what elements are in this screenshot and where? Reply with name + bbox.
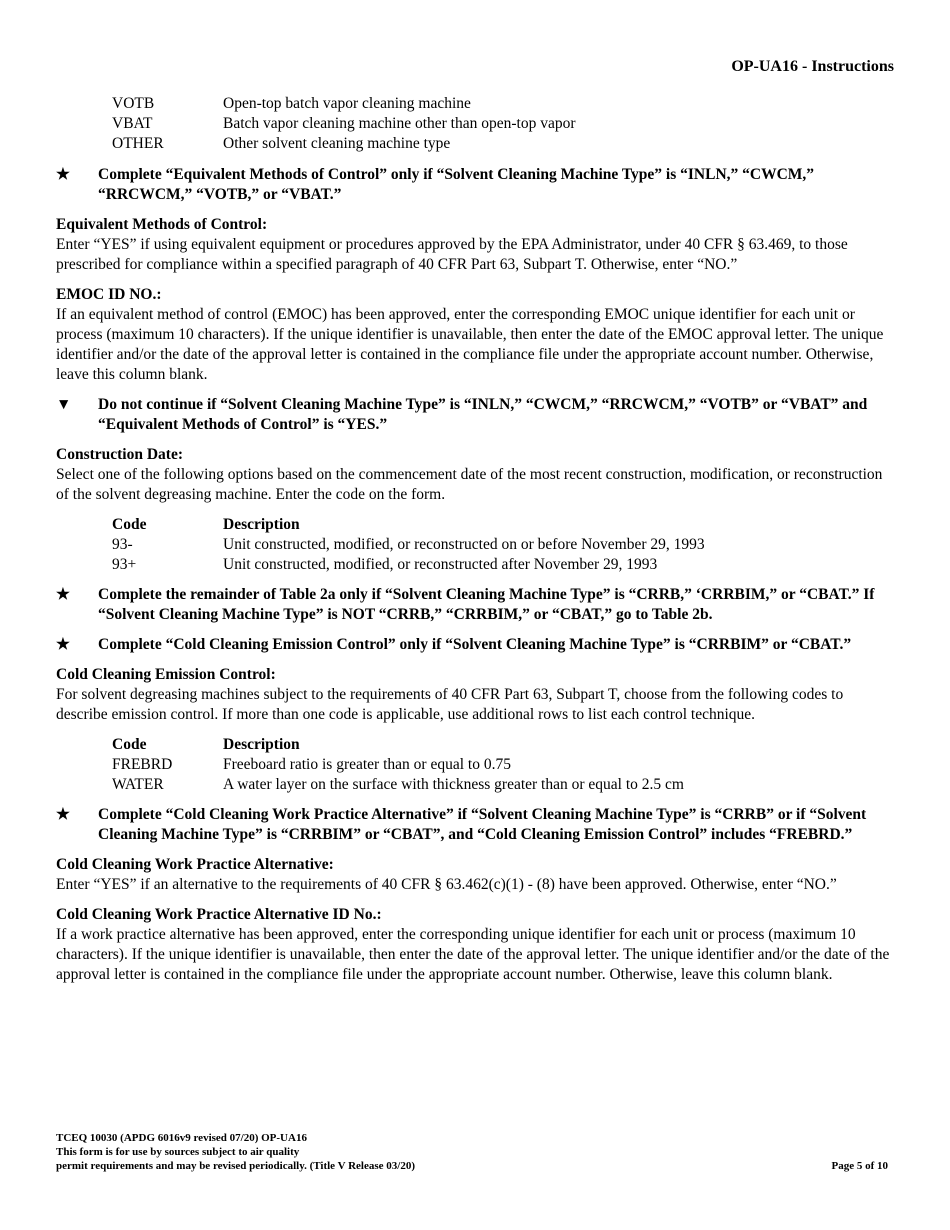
column-header-code: Code: [112, 736, 147, 753]
footer-form-id: TCEQ 10030 (APDG 6016v9 revised 07/20) OP-UA16: [56, 1132, 307, 1144]
machine-type-table: [112, 94, 896, 154]
column-header-code: Code: [112, 516, 147, 533]
section-body: Enter “YES” if an alternative to the requirements of 40 CFR § 63.462(c)(1) - (8) have been approved. Otherwise, enter “NO.”: [56, 876, 837, 893]
footer-release-note: permit requirements and may be revised periodically. (Title V Release 03/20): [56, 1160, 415, 1172]
section-heading: EMOC ID NO.:: [56, 286, 162, 303]
code-cell: FREBRD: [112, 756, 173, 773]
table-row: [112, 134, 896, 154]
section-heading: Equivalent Methods of Control:: [56, 216, 268, 233]
note-text: Complete “Cold Cleaning Work Practice Alternative” if “Solvent Cleaning Machine Type” is “CRRB” or if “Solvent Cleaning Machine Type” is “CRRBIM” or “CBAT”, and “Cold Cleaning Emission Control” includes “FREBRD.”: [98, 806, 867, 843]
description-cell: Open-top batch vapor cleaning machine: [223, 95, 471, 112]
table-row: [112, 94, 896, 114]
instruction-note: [56, 395, 896, 435]
triangle-down-icon: ▼: [56, 396, 72, 413]
section-heading: Construction Date:: [56, 446, 183, 463]
table-header-row: [112, 735, 896, 755]
instruction-note: [56, 585, 896, 625]
table-row: [112, 755, 896, 775]
instruction-note: [56, 635, 896, 655]
code-cell: VBAT: [112, 115, 153, 132]
table-row: [112, 775, 896, 795]
star-icon: ★: [56, 636, 70, 653]
star-icon: ★: [56, 586, 70, 603]
description-cell: Other solvent cleaning machine type: [223, 135, 451, 152]
page-footer: [56, 1131, 888, 1173]
column-header-description: Description: [223, 736, 300, 753]
description-cell: Unit constructed, modified, or reconstructed after November 29, 1993: [223, 556, 658, 573]
note-text: Do not continue if “Solvent Cleaning Machine Type” is “INLN,” “CWCM,” “RRCWCM,” “VOTB” or “VBAT” and “Equivalent Methods of Control” is “YES.”: [98, 396, 868, 433]
page-header-title: OP-UA16 - Instructions: [731, 58, 894, 75]
note-text: Complete “Cold Cleaning Emission Control” only if “Solvent Cleaning Machine Type” is “CRRBIM” or “CBAT.”: [98, 636, 852, 653]
code-cell: VOTB: [112, 95, 155, 112]
code-cell: 93-: [112, 536, 133, 553]
section-body: For solvent degreasing machines subject to the requirements of 40 CFR Part 63, Subpart T, choose from the following codes to describe emission control. If more than one code is applicable, use additional rows to list each control technique.: [56, 686, 844, 723]
construction-code-table: [112, 515, 896, 575]
code-cell: 93+: [112, 556, 137, 573]
section-heading: Cold Cleaning Work Practice Alternative ID No.:: [56, 906, 382, 923]
instruction-note: [56, 165, 896, 205]
section-body: Enter “YES” if using equivalent equipment or procedures approved by the EPA Administrator, under 40 CFR § 63.469, to those prescribed for compliance within a specified paragraph of 40 CFR Part 63, Subpart T. Otherwise, enter “NO.”: [56, 236, 848, 273]
table-row: [112, 555, 896, 575]
description-cell: A water layer on the surface with thickness greater than or equal to 2.5 cm: [223, 776, 684, 793]
description-cell: Unit constructed, modified, or reconstructed on or before November 29, 1993: [223, 536, 705, 553]
section-body: If an equivalent method of control (EMOC) has been approved, enter the corresponding EMOC unique identifier for each unit or process (maximum 10 characters). If the unique identifier is unavailable, then enter the date of the EMOC approval letter. The unique identifier and/or the date of the approval letter is contained in the compliance file under the appropriate account number. Otherwise, leave this column blank.: [56, 306, 884, 383]
code-cell: WATER: [112, 776, 164, 793]
page-number: Page 5 of 10: [831, 1160, 888, 1172]
table-header-row: [112, 515, 896, 535]
star-icon: ★: [56, 806, 70, 823]
star-icon: ★: [56, 166, 70, 183]
table-row: [112, 114, 896, 134]
section-heading: Cold Cleaning Work Practice Alternative:: [56, 856, 334, 873]
emission-code-table: [112, 735, 896, 795]
section-body: If a work practice alternative has been approved, enter the corresponding unique identifier for each unit or process (maximum 10 characters). If the unique identifier is unavailable, then enter the date of the approval letter. The unique identifier and/or the date of the approval letter is contained in the compliance file under the appropriate account number. Otherwise, leave this column blank.: [56, 926, 890, 983]
note-text: Complete the remainder of Table 2a only if “Solvent Cleaning Machine Type” is “CRRB,” ‘CRRBIM,” or “CBAT.” If “Solvent Cleaning Machine Type” is NOT “CRRB,” “CRRBIM,” or “CBAT,” go to Table 2b.: [98, 586, 875, 623]
column-header-description: Description: [223, 516, 300, 533]
footer-usage-note: This form is for use by sources subject to air quality: [56, 1146, 300, 1158]
instruction-note: [56, 805, 896, 845]
section-heading: Cold Cleaning Emission Control:: [56, 666, 276, 683]
document-body: [56, 94, 896, 985]
table-row: [112, 535, 896, 555]
note-text: Complete “Equivalent Methods of Control” only if “Solvent Cleaning Machine Type” is “INLN,” “CWCM,” “RRCWCM,” “VOTB,” or “VBAT.”: [98, 166, 815, 203]
code-cell: OTHER: [112, 135, 164, 152]
section-body: Select one of the following options based on the commencement date of the most recent construction, modification, or reconstruction of the solvent degreasing machine. Enter the code on the form.: [56, 466, 883, 503]
description-cell: Freeboard ratio is greater than or equal to 0.75: [223, 756, 511, 773]
description-cell: Batch vapor cleaning machine other than open-top vapor: [223, 115, 576, 132]
